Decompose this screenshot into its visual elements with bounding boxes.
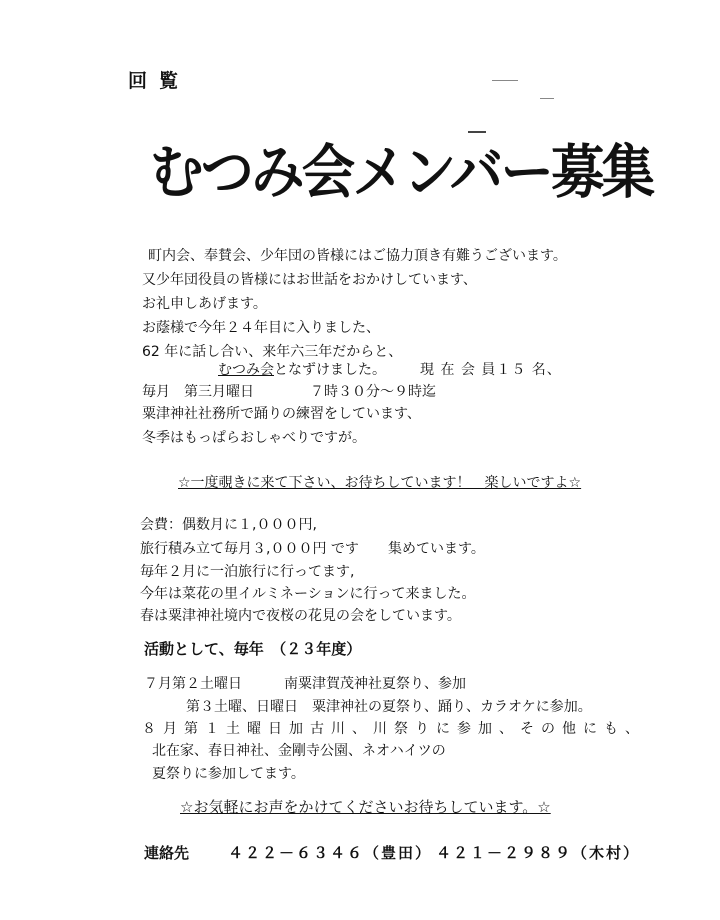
intro-line: 冬季はもっぱらおしゃべりですが。: [142, 430, 366, 446]
member-count: 現 在 会 員１５ 名、: [420, 362, 562, 378]
intro-line: 又少年団役員の皆様にはお世話をおかけしています、: [142, 272, 477, 288]
schedule-day: 毎月 第三月曜日: [142, 384, 254, 400]
intro-line: 町内会、奉賛会、少年団の皆様にはご協力頂き有難うございます。: [148, 248, 567, 264]
intro-line: [218, 361, 386, 379]
scan-mark: [468, 131, 486, 133]
fee-line: 春は粟津神社境内で夜桜の花見の会をしています。: [140, 608, 461, 624]
schedule-time: ７時３０分～９時迄: [310, 384, 436, 400]
club-name: むつみ会: [218, 362, 274, 378]
fee-line: 旅行積み立て毎月３,０００円 です: [140, 541, 359, 557]
fee-line: 会費：偶数月に１,０００円,: [140, 517, 317, 533]
contact-phone: ４２１－２９８９（木村）: [436, 844, 641, 862]
fee-line: 毎年２月に一泊旅行に行ってます,: [140, 564, 355, 580]
intro-line: お礼申しあげます。: [142, 296, 267, 312]
activity-line: 北在家、春日神社、金剛寺公園、ネオハイツの: [152, 743, 446, 759]
activity-line: 夏祭りに参加してます。: [152, 766, 305, 782]
fee-line: 今年は菜花の里イルミネーションに行って来ました。: [140, 586, 476, 602]
fee-line: 集めています。: [388, 541, 485, 557]
contact-phone: ４２２－６３４６（豊田）: [228, 844, 433, 862]
contact-label: 連絡先: [144, 844, 190, 862]
closing-line: ☆お気軽にお声をかけてくださいお待ちしています。☆: [180, 798, 551, 816]
scan-mark: [540, 98, 554, 99]
intro-line: 粟津神社社務所で踊りの練習をしています、: [142, 406, 421, 422]
invite-line: ☆一度覗きに来て下さい、お待ちしています！ 楽しいですよ☆: [178, 475, 582, 491]
naming-text: となずけました。: [274, 362, 386, 378]
intro-line: 62 年に話し合い、来年六三年だからと、: [142, 344, 403, 360]
activities-heading: 活動として、毎年 （２３年度）: [144, 640, 362, 658]
page-title: むつみ会メンバー募集: [150, 138, 653, 206]
scan-mark: [492, 80, 518, 81]
activity-line: ８月第１土曜日加古川、川祭りに参加、その他にも、: [142, 721, 646, 737]
activity-line: 第３土曜、日曜日 粟津神社の夏祭り、踊り、カラオケに参加。: [186, 699, 592, 715]
intro-line: お蔭様で今年２４年目に入りました、: [142, 320, 380, 336]
activity-date: ７月第２土曜日: [144, 676, 242, 692]
circular-label: 回覧: [128, 70, 191, 92]
activity-event: 南粟津賀茂神社夏祭り、参加: [284, 676, 466, 692]
